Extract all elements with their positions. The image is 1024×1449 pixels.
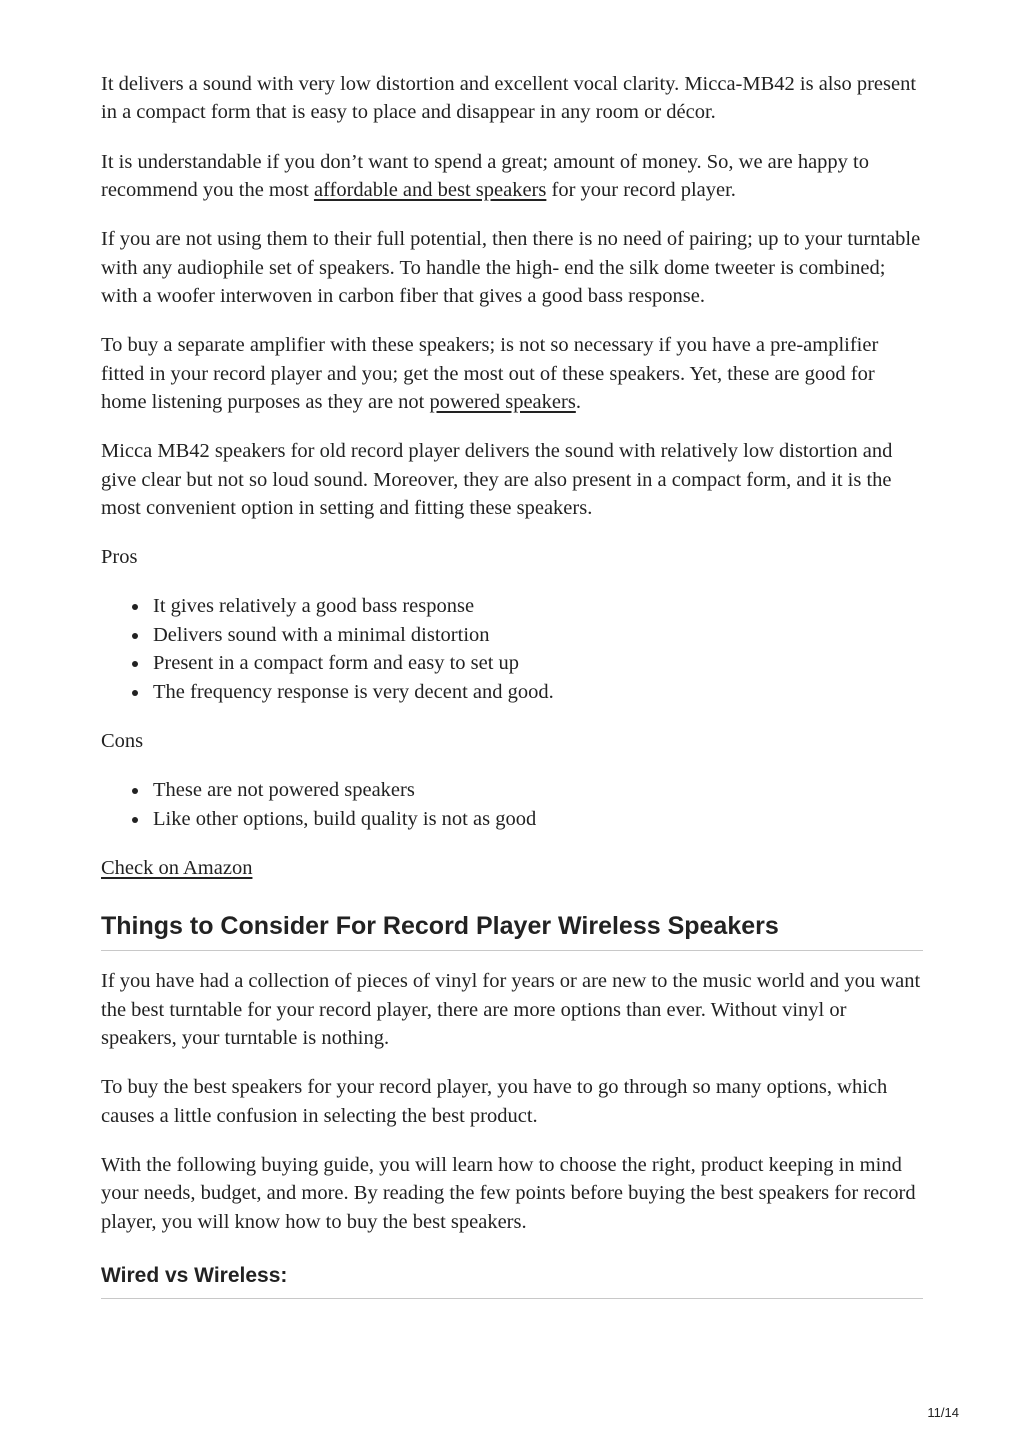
cons-item: These are not powered speakers [153,776,923,804]
pros-list [101,592,923,706]
paragraph-text: It is understandable if you don’t want to spend a great; amount of money. So, we are happy to recommend you the most [101,150,869,202]
paragraph-full-potential: If you are not using them to their full potential, then there is no need of pairing; up to your turntable with any audiophile set of speakers. To handle the high- end the silk dome tweeter is combined; with a woofer interwoven in carbon fiber that gives a good bass response. [101,228,921,308]
paragraph-vinyl-collection: If you have had a collection of pieces of vinyl for years or are new to the music world and you want the best turntable for your record player, there are more options than ever. Without vinyl or speakers, your turntable is nothing. [101,970,921,1049]
powered-speakers-link[interactable]: powered speakers [429,391,576,414]
pros-item: The frequency response is very decent and good. [153,678,923,706]
section-heading: Things to Consider For Record Player Wireless Speakers [101,910,923,951]
amazon-link-paragraph [101,854,923,882]
page-number: 11/14 [927,1405,959,1420]
paragraph-text: . [575,391,581,414]
pros-label: Pros [101,546,138,569]
paragraph-buying-guide: With the following buying guide, you will learn how to choose the right, product keeping in mind your needs, budget, and more. By reading the few points before buying the best speakers for record player, you will know how to buy the best speakers. [101,1153,916,1233]
pros-item: It gives relatively a good bass response [153,592,923,620]
paragraph-affordable [101,148,923,205]
subsection-heading: Wired vs Wireless: [101,1262,923,1299]
cons-list [101,776,923,833]
paragraph-sound-description: It delivers a sound with very low distortion and excellent vocal clarity. Micca-MB42 is also present in a compact form that is easy to place and disappear in any room or décor. [101,73,917,124]
article-content [101,70,923,1299]
affordable-speakers-link[interactable]: affordable and best speakers [313,179,547,202]
paragraph-amplifier [101,331,923,416]
check-on-amazon-link[interactable]: Check on Amazon [101,856,253,879]
pros-item: Delivers sound with a minimal distortion [153,621,923,649]
pros-item: Present in a compact form and easy to set up [153,649,923,677]
paragraph-text: for your record player. [546,179,736,202]
paragraph-micca-summary: Micca MB42 speakers for old record player delivers the sound with relatively low distortion and give clear but not so loud sound. Moreover, they are also present in a compact form, and it is the most convenient option in setting and fitting these speakers. [101,440,893,520]
cons-label: Cons [101,729,144,752]
paragraph-text: To buy a separate amplifier with these speakers; is not so necessary if you have a pre-amplifier fitted in your record player and you; get the most out of these speakers. Yet, these are good for home listening purposes as they are not [101,334,879,414]
paragraph-many-options: To buy the best speakers for your record player, you have to go through so many options, which causes a little confusion in selecting the best product. [101,1076,888,1127]
cons-item: Like other options, build quality is not as good [153,805,923,833]
